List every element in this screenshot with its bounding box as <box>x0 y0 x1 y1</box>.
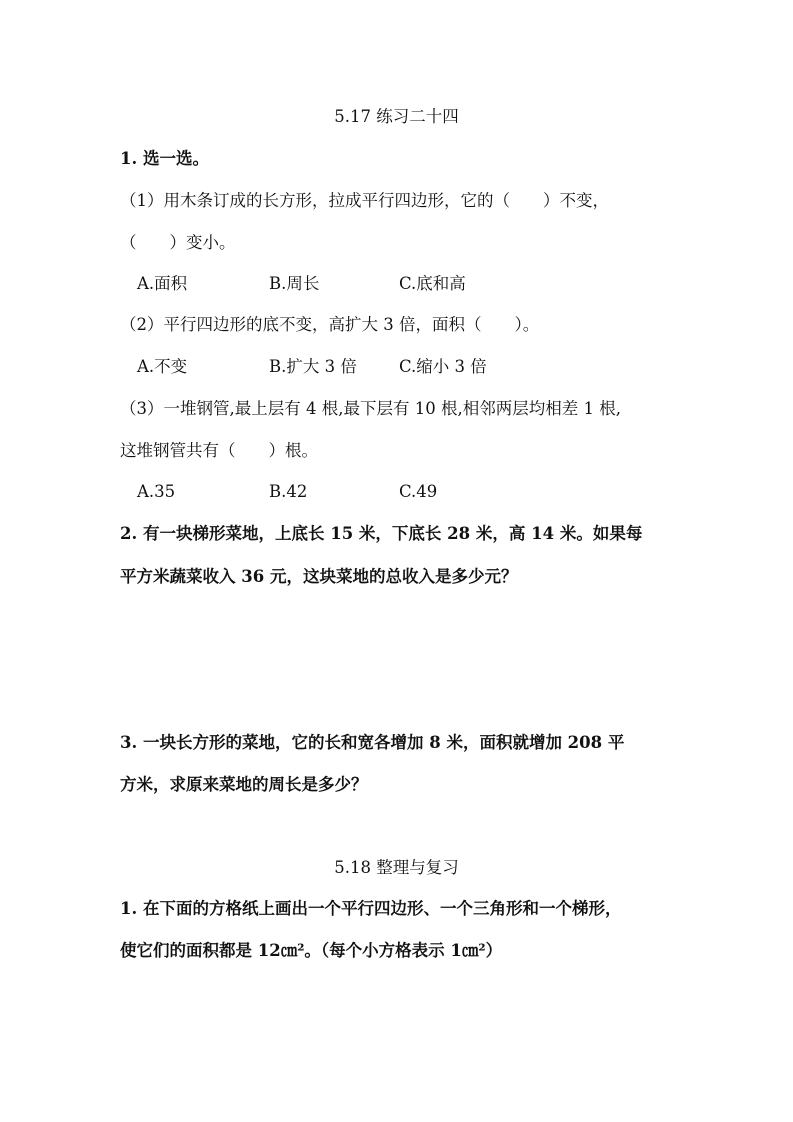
option-c: C.49 <box>399 482 438 501</box>
question-2-line-1: 2. 有一块梯形菜地，上底长 15 米，下底长 28 米，高 14 米。如果每 <box>120 524 643 543</box>
option-c: C.底和高 <box>399 274 466 293</box>
question-1-2-line-1: （2）平行四边形的底不变，高扩大 3 倍，面积（ ）。 <box>120 315 540 334</box>
option-b: B.周长 <box>269 274 320 293</box>
question-1-heading: 1. 选一选。 <box>120 149 209 168</box>
option-a: A.不变 <box>137 357 188 376</box>
option-c: C.缩小 3 倍 <box>399 357 487 376</box>
option-a: A.面积 <box>137 274 188 293</box>
review-question-1-line-2: 使它们的面积都是 12㎝²。（每个小方格表示 1㎝²） <box>120 941 503 960</box>
review-question-1-line-1: 1. 在下面的方格纸上画出一个平行四边形、一个三角形和一个梯形， <box>120 899 622 918</box>
option-b: B.扩大 3 倍 <box>269 357 357 376</box>
section-title: 5.17 练习二十四 <box>334 107 459 126</box>
question-2-line-2: 平方米蔬菜收入 36 元，这块菜地的总收入是多少元？ <box>120 567 518 586</box>
question-3-line-1: 3. 一块长方形的菜地，它的长和宽各增加 8 米，面积就增加 208 平 <box>120 733 625 752</box>
question-1-1-line-2: （ ）变小。 <box>120 233 236 252</box>
question-1-3-line-1: （3）一堆钢管,最上层有 4 根,最下层有 10 根,相邻两层均相差 1 根, <box>120 399 621 418</box>
question-3-line-2: 方米，求原来菜地的周长是多少？ <box>120 775 368 794</box>
option-a: A.35 <box>137 482 176 501</box>
question-1-3-line-2: 这堆钢管共有（ ）根。 <box>120 441 318 460</box>
question-1-1-line-1: （1）用木条订成的长方形，拉成平行四边形，它的（ ）不变， <box>120 191 609 210</box>
option-b: B.42 <box>269 482 308 501</box>
section-title-2: 5.18 整理与复习 <box>334 858 459 877</box>
